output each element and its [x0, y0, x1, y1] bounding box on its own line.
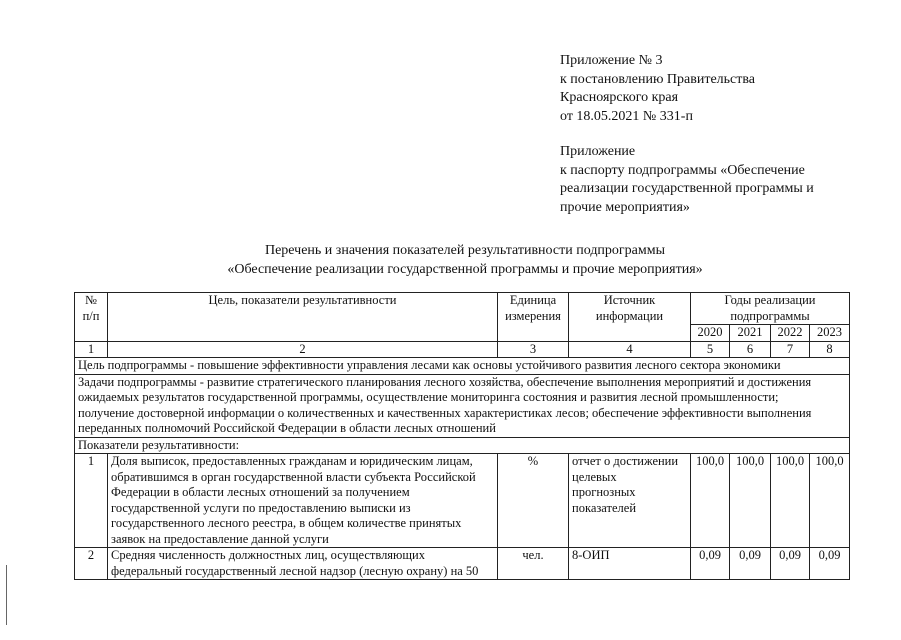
- row-value: 0,09: [771, 548, 810, 580]
- tasks-line: переданных полномочий Российской Федерации в области лесных отношений: [78, 421, 496, 435]
- indicators-table: [74, 292, 850, 580]
- tasks-line: получение достоверной информации о количественных и качественных характеристиках лесов; обеспечение эффективности выполнения: [78, 405, 812, 420]
- row-value: 100,0: [691, 454, 730, 548]
- table-row: [75, 548, 850, 580]
- indicator-line: Средняя численность должностных лиц, осуществляющих: [111, 548, 425, 562]
- header-year: 2020: [691, 325, 730, 342]
- indicators-label: Показатели результативности:: [75, 437, 850, 454]
- appendix-block-resolution: [560, 52, 880, 126]
- col-number: 5: [691, 341, 730, 358]
- goal-row: [75, 358, 850, 375]
- appendix-line: от 18.05.2021 № 331-п: [560, 108, 693, 124]
- header-year: 2021: [730, 325, 771, 342]
- header-years-group: Годы реализации подпрограммы: [691, 293, 850, 325]
- header-year: 2023: [810, 325, 850, 342]
- col-number: 6: [730, 341, 771, 358]
- indicator-line: обратившимся в орган государственной власти субъекта Российской: [111, 469, 476, 484]
- appendix-line: реализации государственной программы и: [560, 181, 814, 196]
- indicator-line: государственной услуги по предоставлению выписки из: [111, 500, 411, 515]
- indicator-line: заявок на предоставление данной услуги: [111, 531, 329, 546]
- appendix-line: прочие мероприятия»: [560, 199, 690, 215]
- row-value: 100,0: [771, 454, 810, 548]
- appendix-line: к постановлению Правительства: [560, 71, 756, 87]
- title-line-1: Перечень и значения показателей результативности подпрограммы: [264, 243, 666, 258]
- indicator-line: федеральный государственный лесной надзор (лесную охрану) на 50: [111, 563, 479, 578]
- goal-text: Цель подпрограммы - повышение эффективности управления лесами как основы устойчивого развития лесного сектора экономики: [75, 358, 850, 375]
- appendix-line: Приложение № 3: [560, 53, 663, 68]
- indicator-line: государственного лесного реестра, в общем количестве принятых: [111, 516, 462, 530]
- header-year: 2022: [771, 325, 810, 342]
- header-num: № п/п: [75, 293, 108, 342]
- row-indicator: [108, 548, 498, 580]
- row-num: 2: [75, 548, 108, 580]
- row-value: 100,0: [730, 454, 771, 548]
- header-row: [75, 293, 850, 325]
- appendix-line: к паспорту подпрограммы «Обеспечение: [560, 162, 805, 178]
- table-row: [75, 454, 850, 548]
- row-value: 0,09: [810, 548, 850, 580]
- row-unit: %: [498, 454, 569, 548]
- title-line-2: «Обеспечение реализации государственной программы и прочие мероприятия»: [227, 262, 703, 277]
- tasks-line: ожидаемых результатов государственной программы, осуществление мониторинга состояния и развития лесной промышленности;: [78, 390, 779, 404]
- header-source: Источник информации: [569, 293, 691, 342]
- row-unit: чел.: [498, 548, 569, 580]
- col-number: 3: [498, 341, 569, 358]
- col-number: 8: [810, 341, 850, 358]
- scan-edge-line: [6, 565, 7, 625]
- row-value: 100,0: [810, 454, 850, 548]
- document-title: [150, 241, 780, 279]
- header-unit: Единица измерения: [498, 293, 569, 342]
- column-numbers-row: [75, 341, 850, 358]
- col-number: 2: [108, 341, 498, 358]
- header-goal: Цель, показатели результативности: [108, 293, 498, 342]
- appendix-line: Красноярского края: [560, 90, 679, 105]
- tasks-cell: [75, 374, 850, 437]
- row-value: 0,09: [691, 548, 730, 580]
- tasks-line: Задачи подпрограммы - развитие стратегического планирования лесного хозяйства, обеспечение выполнения мероприятий и достижения: [78, 374, 812, 389]
- indicator-line: Доля выписок, предоставленных гражданам и юридическим лицам,: [111, 454, 473, 468]
- indicators-label-row: [75, 437, 850, 454]
- row-source: 8-ОИП: [569, 548, 691, 580]
- col-number: 1: [75, 341, 108, 358]
- col-number: 7: [771, 341, 810, 358]
- indicator-line: Федерации в области лесных отношений за получением: [111, 485, 410, 499]
- appendix-header: [560, 52, 880, 217]
- col-number: 4: [569, 341, 691, 358]
- tasks-row: [75, 374, 850, 437]
- row-value: 0,09: [730, 548, 771, 580]
- appendix-line: Приложение: [560, 144, 636, 159]
- row-indicator: [108, 454, 498, 548]
- row-source: отчет о достижении целевых прогнозных показателей: [569, 454, 691, 548]
- row-num: 1: [75, 454, 108, 548]
- appendix-block-passport: [560, 143, 880, 217]
